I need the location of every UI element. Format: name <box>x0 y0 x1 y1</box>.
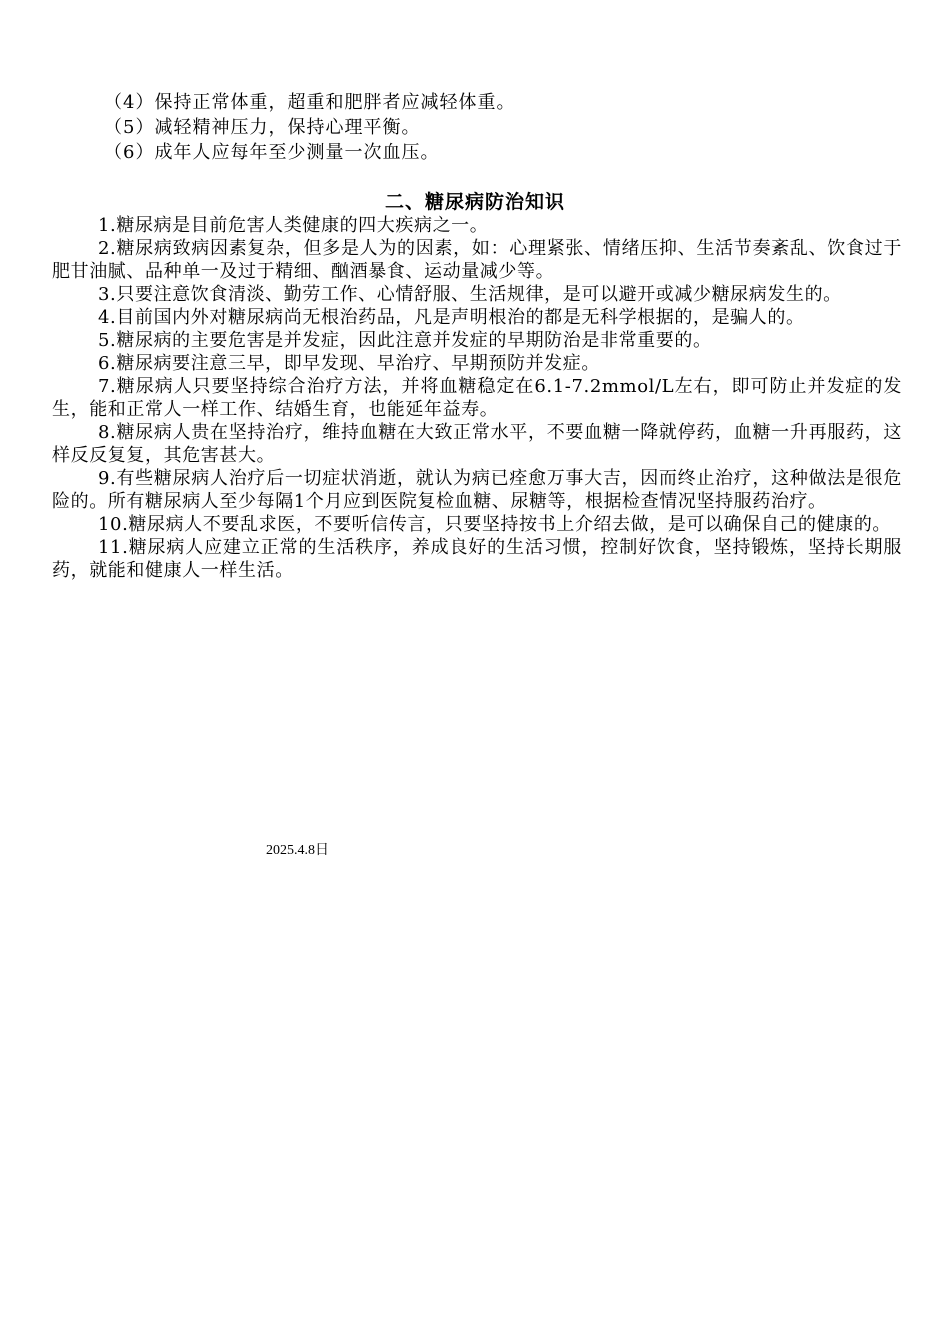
tip-item-4: （4）保持正常体重，超重和肥胖者应减轻体重。 <box>104 92 516 113</box>
paragraph-9: 9.有些糖尿病人治疗后一切症状消逝，就认为病已痊愈万事大吉，因而终止治疗，这种做法是很危险的。所有糖尿病人至少每隔1个月应到医院复检血糖、尿糖等，根据检查情况坚持服药治疗。 <box>52 468 902 512</box>
tip-item-5: （5）减轻精神压力，保持心理平衡。 <box>104 117 421 138</box>
paragraph-4: 4.目前国内外对糖尿病尚无根治药品，凡是声明根治的都是无科学根据的，是骗人的。 <box>98 307 805 328</box>
paragraph-1: 1.糖尿病是目前危害人类健康的四大疾病之一。 <box>98 215 489 236</box>
paragraph-6: 6.糖尿病要注意三早，即早发现、早治疗、早期预防并发症。 <box>98 353 600 374</box>
paragraph-7: 7.糖尿病人只要坚持综合治疗方法，并将血糖稳定在6.1-7.2mmol/L左右，即可防止并发症的发生，能和正常人一样工作、结婚生育，也能延年益寿。 <box>52 376 902 420</box>
paragraph-8: 8.糖尿病人贵在坚持治疗，维持血糖在大致正常水平，不要血糖一降就停药，血糖一升再服药，这样反反复复，其危害甚大。 <box>52 422 902 466</box>
section-heading: 二、糖尿病防治知识 <box>384 191 565 213</box>
hypertension-tips-list <box>104 90 904 165</box>
document-date: 2025.4.8日 <box>266 843 329 858</box>
paragraph-11: 11.糖尿病人应建立正常的生活秩序，养成良好的生活习惯，控制好饮食，坚持锻炼，坚持长期服药，就能和健康人一样生活。 <box>52 537 902 581</box>
diabetes-knowledge-body <box>52 214 902 582</box>
paragraph-5: 5.糖尿病的主要危害是并发症，因此注意并发症的早期防治是非常重要的。 <box>98 330 712 351</box>
paragraph-2: 2.糖尿病致病因素复杂，但多是人为的因素，如：心理紧张、情绪压抑、生活节奏紊乱、饮食过于肥甘油腻、品种单一及过于精细、酗酒暴食、运动量减少等。 <box>52 238 902 282</box>
paragraph-3: 3.只要注意饮食清淡、勤劳工作、心情舒服、生活规律，是可以避开或减少糖尿病发生的。 <box>98 284 842 305</box>
paragraph-10: 10.糖尿病人不要乱求医，不要听信传言，只要坚持按书上介绍去做，是可以确保自己的健康的。 <box>98 514 892 535</box>
tip-item-6: （6）成年人应每年至少测量一次血压。 <box>104 142 440 163</box>
